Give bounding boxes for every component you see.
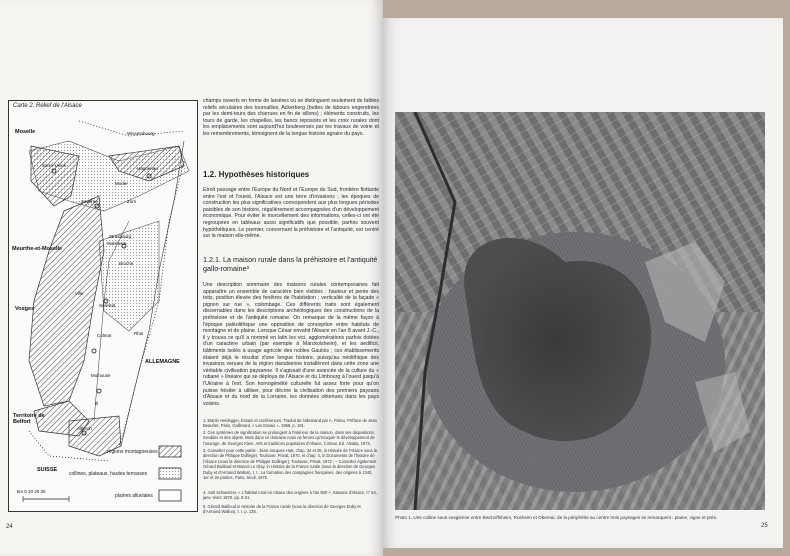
label-colmar: Colmar (97, 333, 112, 338)
footnote-3: 3. Consulter pour cette partie : Jean-Jacques Hatt, chap. 34 et 36, in Histoire de l'Alsace sous la direction de Philippe Dollinger, Toulouse, Privat, 1970, et chap. 4, in Documents de l'histoire de l'Alsace (sous la direction de Philippe Dollinger), Toulouse, Privat, 1972 ; – Consulter également Gérard Bailloud et Marcel Le Glay, in Histoire de la France rurale (sous la direction de Georges Duby et d'Armand Wallon), t. I : La formation des campagnes françaises, des origines à 1340, 1er et 2e parties, Paris, Seuil, 1975. (203, 448, 377, 481)
label-moselle: Moselle (15, 129, 36, 135)
label-vosges: Vosges (15, 306, 35, 312)
left-page (0, 0, 383, 556)
label-ville: Ville (75, 291, 84, 296)
scale-bar-label: km 0 10 20 30 (17, 489, 46, 494)
section-heading: 1.2. Hypothèses historiques (203, 170, 310, 179)
relief-map (8, 100, 198, 512)
subsection-paragraph: Une description sommaire des maisons rurales contemporaines fait apparaître un ensemble de caractère bien visibles : hauteur et pente des toits, position élevée des fenêtres de l'habitation ; verticalité de la façade « pignon sur rue », colombage. Ces différents traits sont également discernables dans les descriptions archéologiques des constructions de la préhistoire et de l'antiquité romaine. On remarque de la même façon à l'époque paléolithique une opposition de conception entre habitats de montagne et de plaine. Lorsque César envahit l'Alsace en l'an 8 avant J.-C., il y trouva ce qu'il a nommé en latin les vici, agglomérations parfois dotées d'un caractère urbain (par exemple à Marckolsheim), et les aedificii, bâtiments isolés à usage agricole des nobles Gaulois ; ces établissements étaient déjà le résultat d'une longue histoire, puisqu'au néolithique des invasions venues de la région danubienne installèrent dans cette zone une véritable civilisation paysanne. Il s'agissait d'une avancée de la culture du « rubané » linéaire qui se déploya de l'Alsace et du Limbourg à l'ouest jusqu'à l'Ukraine à l'est. Son homogénéité culturelle fut assez forte pour qu'on puisse hésiter à utiliser, pour décrire la civilisation des premiers paysans d'Alsace et du nord de la Lorraine, les données obtenues dans les pays voisins. (203, 282, 379, 407)
photo-caption: Photo 1. Une colline sous-vosgienne entre Bischoffsheim, Rosheim et Obernai, de la périphérie au centre trois paysages se remarquent : plaine, vigne et prés. (395, 515, 718, 520)
label-bruche: Bruche (119, 261, 134, 266)
page-number-left: 24 (6, 524, 13, 530)
subsection-heading: 1.2.1. La maison rurale dans la préhistoire et l'antiquité gallo-romaine³ (203, 255, 378, 273)
intro-paragraph: champs ouverts en forme de lanières où se distinguent seulement de faibles reliefs séculaires des tournailles, Ackerberg (buttes de labours engendrées par les demi-tours des charrues en fin de sillons) ; éléments construits, les tours de garde, les chapelles, les bancs reposoirs et les croix rurales dont les emplacements sont aujourd'hui bouleversés par les travaux de voirie et les remembrements, témoignent de la longue histoire agraire du pays. (203, 98, 379, 137)
footnote-2: 2. Ces systèmes de signification se prolongent à l'intérieur de la maison, dans ses dispositions, meubles et des objets. Mais dans ce domaine nous ne ferons qu'évoquer le développement de l'ouvrage, de Georges Klein, Arts et traditions populaires d'Alsace, Colmar, Ed. Alsatia, 1973, (203, 430, 376, 446)
page-number-right: 25 (761, 523, 768, 529)
section-paragraph: Etroit passage entre l'Europe du Nord et l'Europe du Sud, frontière flottante entre l'est et l'ouest, l'Alsace est une terre d'invasions ; les époques de construction les plus significatives correspondent aux plus longues périodes paisibles de son histoire, régulièrement accompagnées d'un développement économique. Pour éviter le morcellement des informations, celles-ci ont été regroupées en tableaux aussi significatifs que possible, parfois souvent hypothétiques. Le premier, concernant la préhistoire et l'antiquité, est centré sur la maison elle-même. (203, 187, 379, 240)
label-strasbourg: Strasbourg (109, 234, 132, 239)
label-rhin: Rhin (134, 331, 144, 336)
label-zorn: Zorn (127, 199, 137, 204)
label-altkirch: Altkirch (77, 426, 92, 431)
legend-plains: plaines alluviales (115, 493, 153, 499)
label-mulhouse: Mulhouse (91, 373, 111, 378)
label-territoire: Territoire de Belfort (13, 413, 45, 425)
label-haguenau: Haguenau (137, 166, 158, 171)
footnote-4: 4. Joël Schweitzer, « L'habitat rural en Alsace des origines à l'an 800 », Saisons d'Alsace, n° 64, janv.-mars 1978, pp. 8-31. (203, 490, 377, 501)
label-sarre-union: Sarre-Union (42, 163, 67, 168)
footnote-5: 5. Gérard Bailloud in Histoire de la France rurale (sous la direction de Georges Duby et d'Armand Wallon), t. I, p. 135. (203, 504, 361, 515)
label-molsheim: Molsheim (107, 241, 127, 246)
label-selestat: Sélestat (99, 303, 116, 308)
label-suisse: SUISSE (37, 467, 58, 473)
aerial-photo (395, 112, 765, 510)
label-ill: Ill (95, 401, 99, 406)
label-meurthe: Meurthe-et-Moselle (12, 246, 63, 252)
label-moder: Moder (115, 181, 128, 186)
label-allemagne: ALLEMAGNE (145, 359, 180, 365)
label-wissembourg: Wissembourg (127, 131, 155, 136)
legend-hills: collines, plateaux, hautes terrasses (69, 471, 148, 477)
aerial-photo-image (395, 112, 765, 510)
footnote-1: 1. Martin Heidegger, Essais et conférences, Traduit de l'allemand par A. Préau, Préface de Jean Beaufret, Paris, Gallimard, « Les Essais », 1958, p. 191. (203, 418, 377, 428)
legend-mountains: régions montagneuses (107, 449, 158, 455)
right-page (383, 18, 783, 548)
map-title: Carte 2. Relief de l'Alsace (13, 103, 82, 109)
label-saverne: Saverne (81, 199, 98, 204)
